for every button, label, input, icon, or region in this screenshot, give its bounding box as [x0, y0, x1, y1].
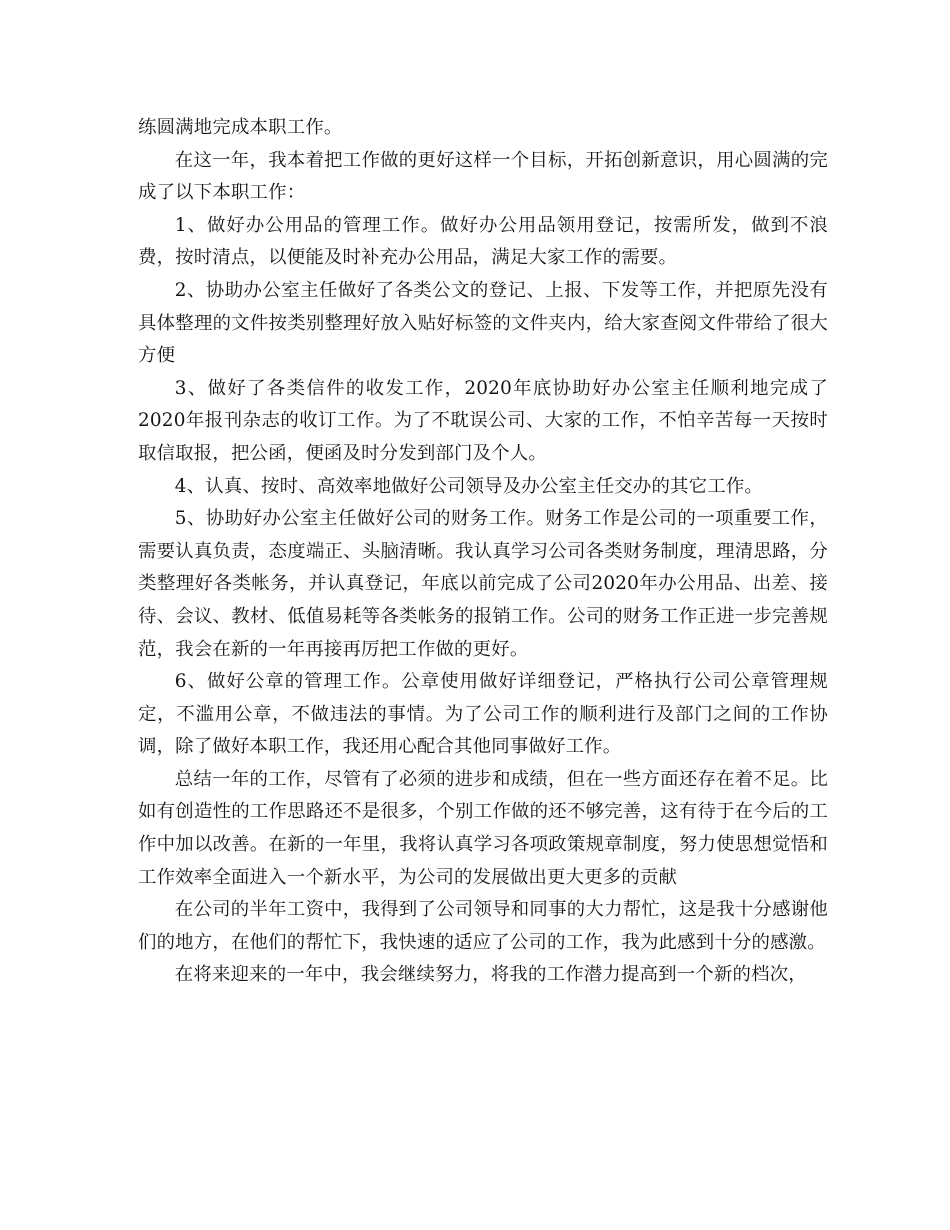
paragraph-item-5: 5、协助好办公室主任做好公司的财务工作。财务工作是公司的一项重要工作，需要认真负责，态度端正、头脑清晰。我认真学习公司各类财务制度，理清思路，分类整理好各类帐务，并认真登记，年底以前完成了公司2020年办公用品、出差、接待、会议、教材、低值易耗等各类帐务的报销工作。公司的财务工作正进一步完善规范，我会在新的一年再接再厉把工作做的更好。 [138, 508, 828, 660]
paragraph-outlook: 在将来迎来的一年中，我会继续努力，将我的工作潜力提高到一个新的档次， [174, 964, 807, 986]
paragraph-item-3: 3、做好了各类信件的收发工作，2020年底协助好办公室主任顺利地完成了2020年报刊杂志的收订工作。为了不耽误公司、大家的工作，不怕辛苦每一天按时取信取报，把公函，便函及时分发到部门及个人。 [138, 377, 828, 464]
paragraph-item-1: 1、做好办公用品的管理工作。做好办公用品领用登记，按需所发，做到不浪费，按时清点，以便能及时补充办公用品，满足大家工作的需要。 [138, 214, 828, 269]
paragraph-item-2: 2、协助办公室主任做好了各类公文的登记、上报、下发等工作，并把原先没有具体整理的文件按类别整理好放入贴好标签的文件夹内，给大家查阅文件带给了很大方便 [138, 279, 828, 367]
paragraph-summary: 总结一年的工作，尽管有了必须的进步和成绩，但在一些方面还存在着不足。比如有创造性的工作思路还不是很多，个别工作做的还不够完善，这有待于在今后的工作中加以改善。在新的一年里，我将认真学习各项政策规章制度，努力使思想觉悟和工作效率全面进入一个新水平，为公司的发展做出更大更多的贡献 [138, 768, 828, 888]
paragraph-intro: 在这一年，我本着把工作做的更好这样一个目标，开拓创新意识，用心圆满的完成了以下本职工作： [138, 149, 828, 204]
paragraph-item-4: 4、认真、按时、高效率地做好公司领导及办公室主任交办的其它工作。 [174, 475, 764, 497]
paragraph-thanks: 在公司的半年工资中，我得到了公司领导和同事的大力帮忙，这是我十分感谢他们的地方，在他们的帮忙下，我快速的适应了公司的工作，我为此感到十分的感激。 [138, 899, 828, 953]
paragraph-continuation: 练圆满地完成本职工作。 [138, 117, 343, 138]
paragraph-item-6: 6、做好公章的管理工作。公章使用做好详细登记，严格执行公司公章管理规定，不滥用公章，不做违法的事情。为了公司工作的顺利进行及部门之间的工作协调，除了做好本职工作，我还用心配合其他同事做好工作。 [138, 671, 828, 758]
document-body [138, 112, 828, 992]
